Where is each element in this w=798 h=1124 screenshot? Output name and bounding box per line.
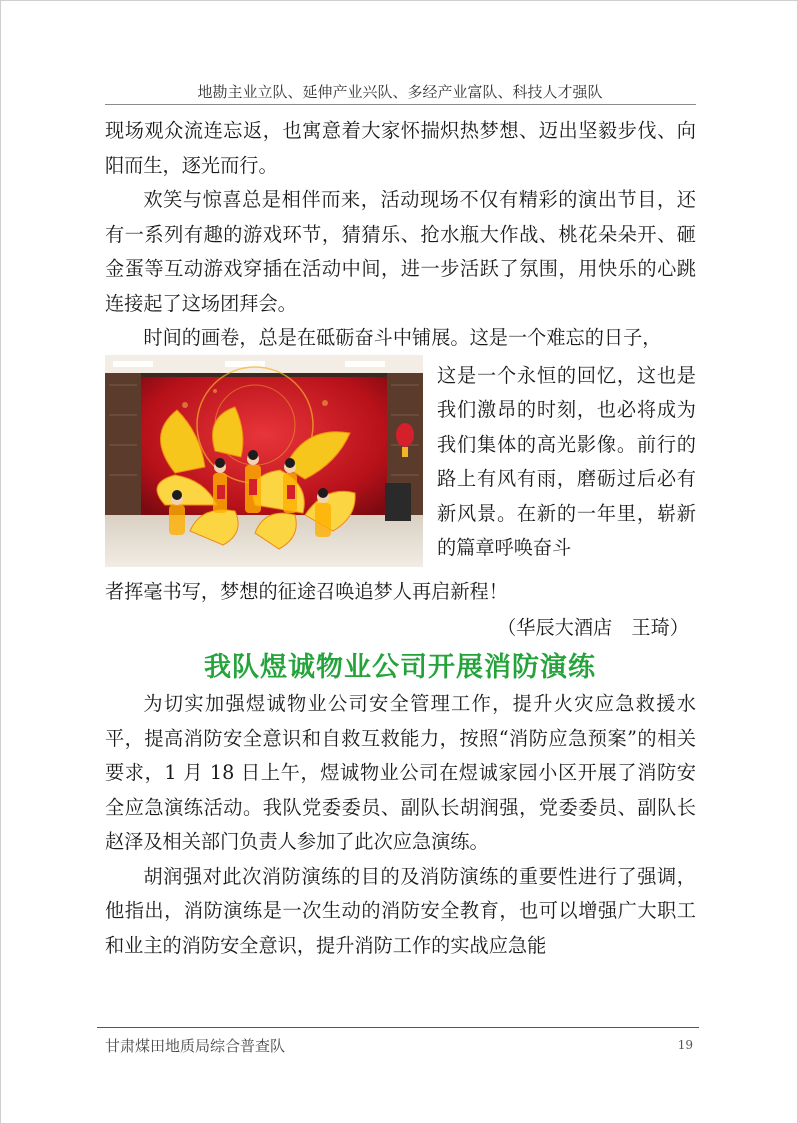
paragraph: 欢笑与惊喜总是相伴而来，活动现场不仅有精彩的演出节目，还有一系列有趣的游戏环节，猜猜乐、抢水瓶大作战、桃花朵朵开、砸金蛋等互动游戏穿插在活动中间，进一步活跃了氛围，用快乐的心跳连接起了这场团拜会。 <box>105 188 696 315</box>
header-divider <box>105 104 696 105</box>
dance-performance-photo <box>105 355 423 567</box>
paragraph: 为切实加强煜诚物业公司安全管理工作，提升火灾应急救援水平，提高消防安全意识和自救互救能力，按照“消防应急预案”的相关要求，1 月 18 日上午，煜诚物业公司在煜诚家园小区开展了消防安全应急演练活动。我队党委委员、副队长胡润强，党委委员、副队长赵泽及相关部门负责人参加了此次应急演练。 <box>105 692 696 853</box>
article1-wrapped-text <box>437 359 696 565</box>
paragraph-lead: 时间的画卷，总是在砥砺奋斗中铺展。这是一个难忘的日子， <box>143 326 662 349</box>
paragraph-tail: 者挥毫书写，梦想的征途召唤追梦人再启新程！ <box>105 580 508 603</box>
article2-title: 我队煜诚物业公司开展消防演练 <box>204 652 596 683</box>
footer-organization: 甘肃煤田地质局综合普查队 <box>105 1037 286 1055</box>
article2-body <box>105 687 696 963</box>
article1-top-text <box>105 114 696 356</box>
paragraph: 胡润强对此次消防演练的目的及消防演练的重要性进行了强调，他指出，消防演练是一次生动的消防安全教育，也可以增强广大职工和业主的消防安全意识，提升消防工作的实战应急能 <box>105 864 696 957</box>
footer-divider <box>97 1027 699 1028</box>
article1-tail-text <box>105 575 696 610</box>
running-header: 地勘主业立队、延伸产业兴队、多经产业富队、科技人才强队 <box>197 83 603 101</box>
article1-attribution: （华辰大酒店 王琦） <box>497 616 689 639</box>
paragraph-wrapped: 这是一个永恒的回忆，这也是我们激昂的时刻，也必将成为我们集体的高光影像。前行的路上有风有雨，磨砺过后必有新风景。在新的一年里，崭新的篇章呼唤奋斗 <box>437 364 696 560</box>
paragraph: 现场观众流连忘返，也寓意着大家怀揣炽热梦想、迈出坚毅步伐、向阳而生，逐光而行。 <box>105 119 696 177</box>
page-number: 19 <box>677 1038 693 1052</box>
